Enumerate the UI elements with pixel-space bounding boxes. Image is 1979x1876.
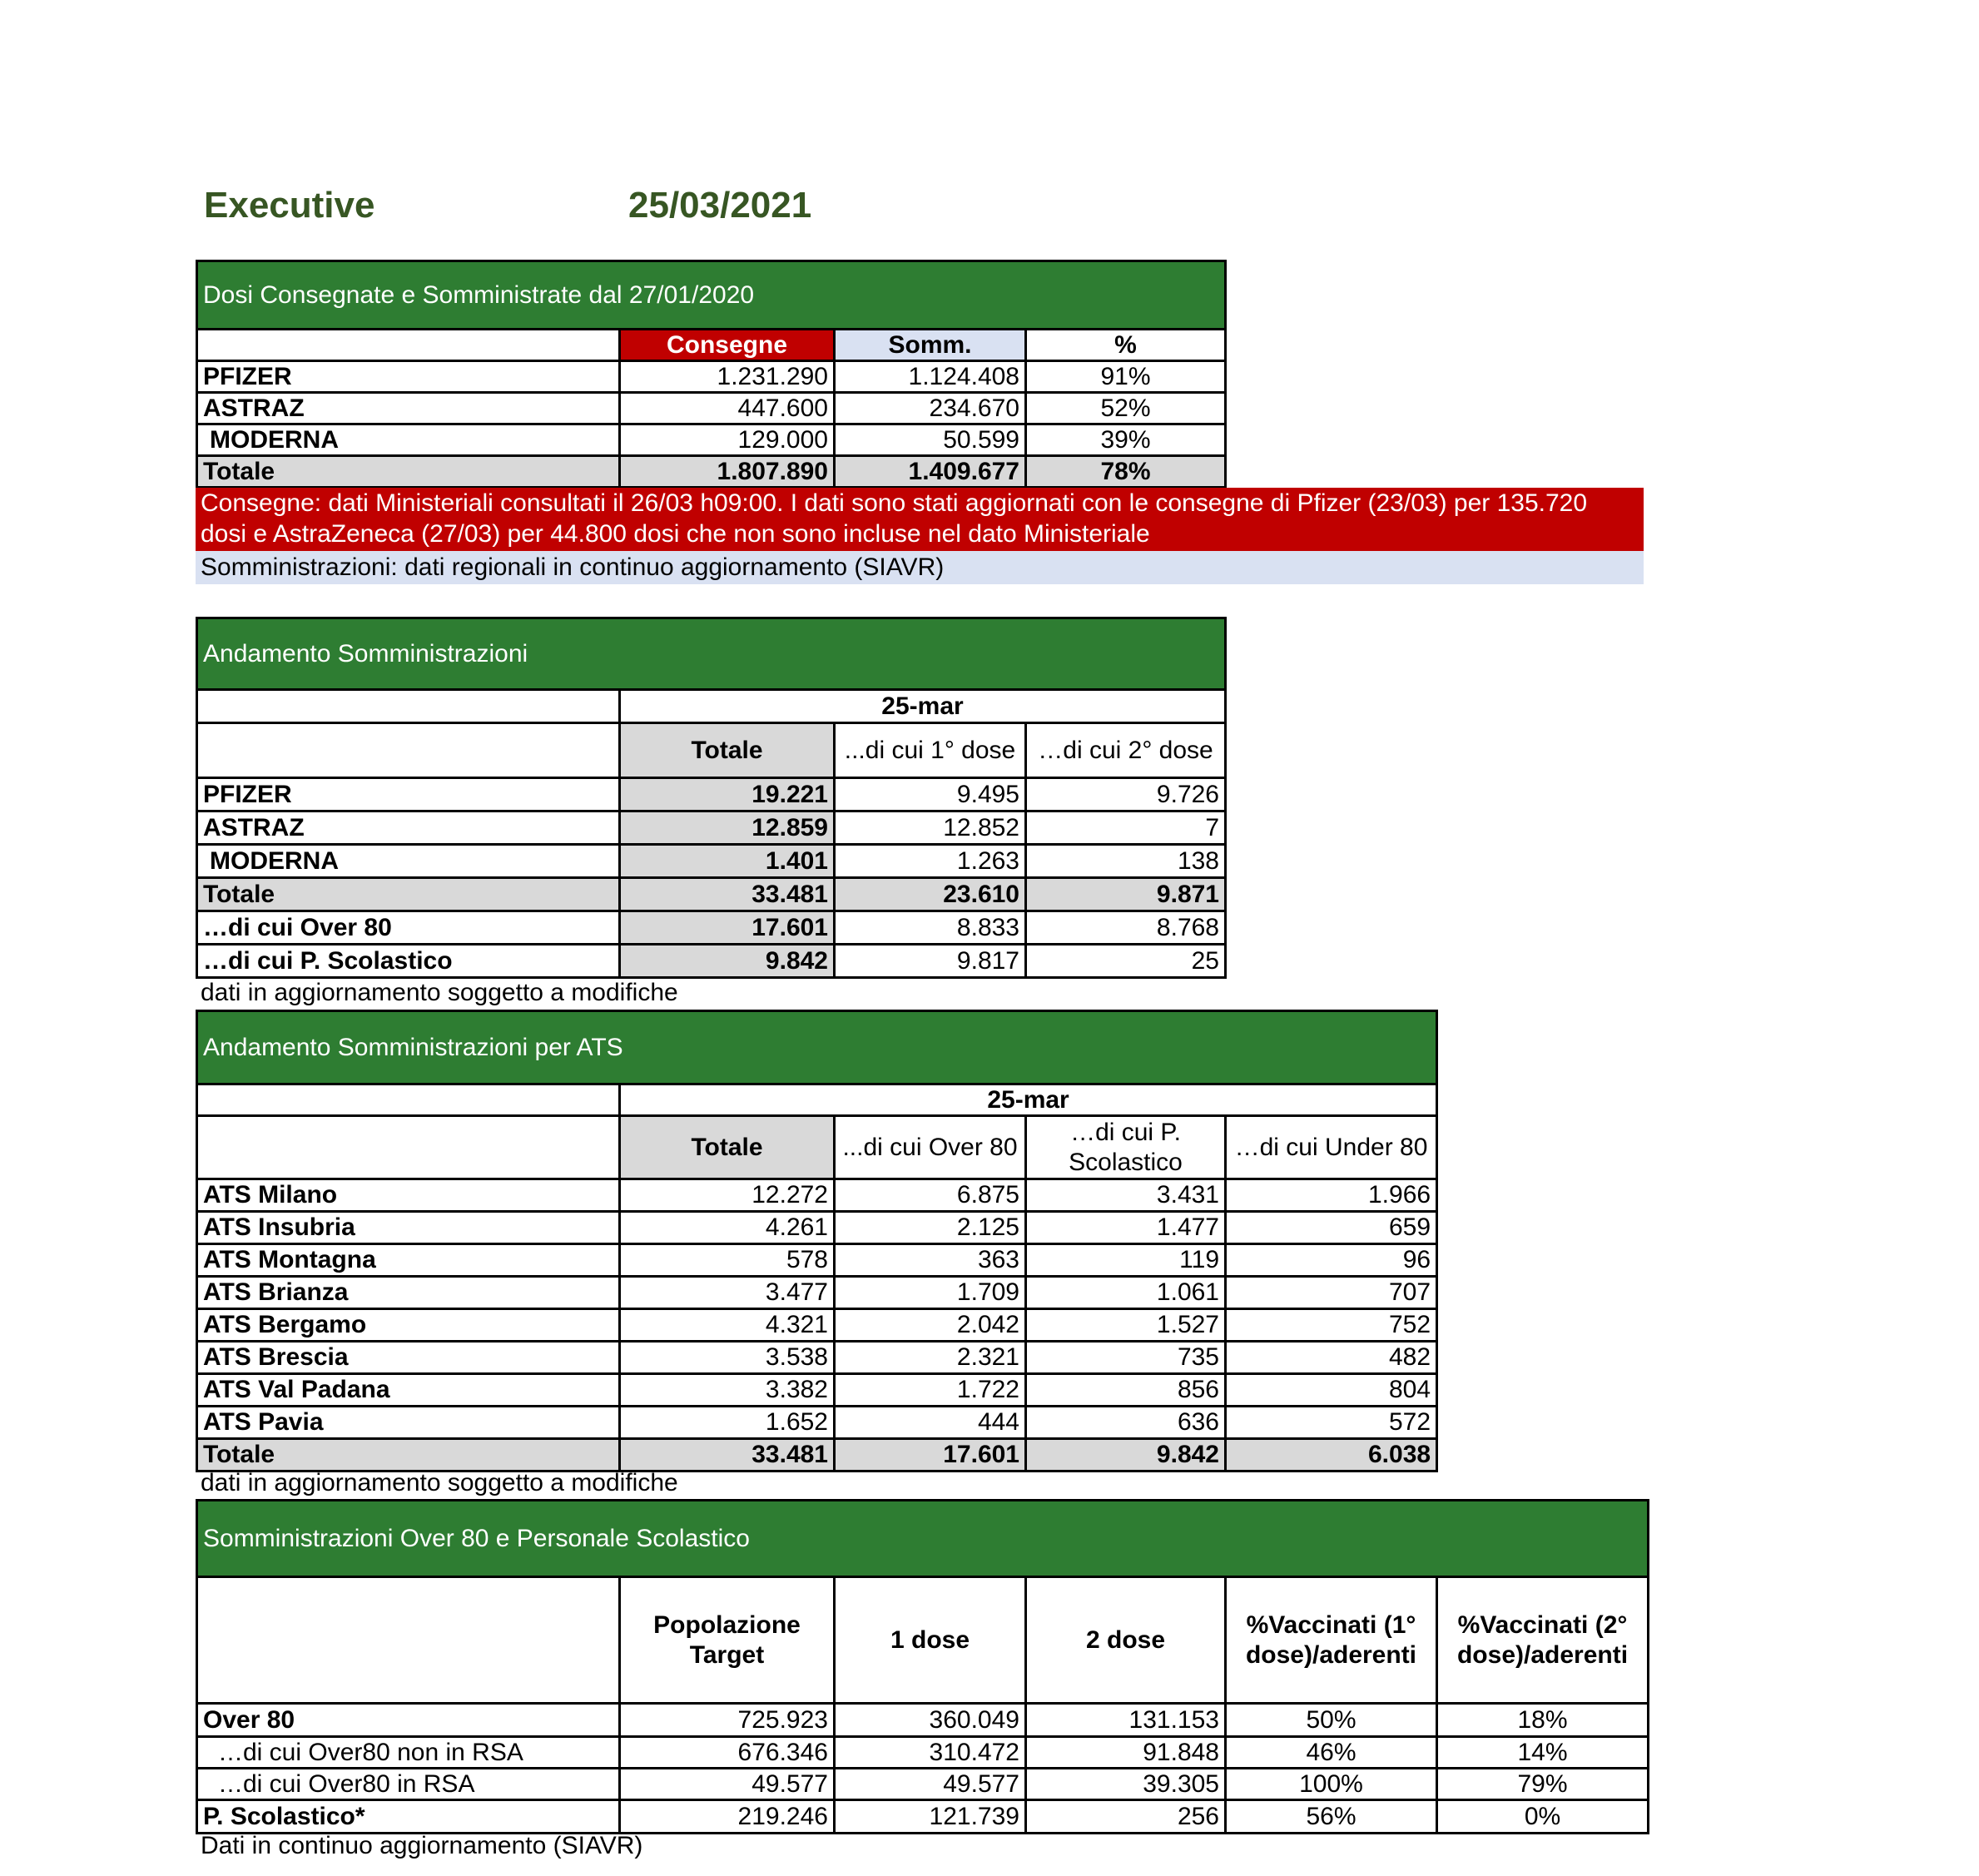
col-somm: Somm. [835, 330, 1026, 361]
table-row: ATS Brescia 3.538 2.321 735 482 [197, 1342, 1437, 1374]
table-row: …di cui P. Scolastico 9.842 9.817 25 [197, 945, 1226, 978]
ats-table [196, 1010, 1438, 1472]
date-header: 25-mar [620, 1084, 1437, 1116]
table-row: Over 80 725.923 360.049 131.153 50% 18% [197, 1704, 1649, 1737]
col-pct1: %Vaccinati (1° dose)/aderenti [1226, 1577, 1437, 1704]
table-row: ATS Brianza 3.477 1.709 1.061 707 [197, 1277, 1437, 1309]
col-consegne: Consegne [620, 330, 835, 361]
col-pct: % [1026, 330, 1226, 361]
col-totale: Totale [620, 723, 835, 778]
table-row: PFIZER 1.231.290 1.124.408 91% [197, 361, 1226, 393]
table-row: ASTRAZ 12.859 12.852 7 [197, 811, 1226, 845]
table-row: ATS Pavia 1.652 444 636 572 [197, 1407, 1437, 1439]
over80-footnote: Dati in continuo aggiornamento (SIAVR) [201, 1832, 643, 1859]
table-row: ATS Milano 12.272 6.875 3.431 1.966 [197, 1179, 1437, 1212]
table-row: ATS Val Padana 3.382 1.722 856 804 [197, 1374, 1437, 1407]
corner-cell [197, 330, 620, 361]
table-row: …di cui Over80 in RSA 49.577 49.577 39.305 100% 79% [197, 1769, 1649, 1800]
col-dose1: 1 dose [835, 1577, 1026, 1704]
col-popolazione: Popolazione Target [620, 1577, 835, 1704]
col-scolastico: …di cui P. Scolastico [1026, 1116, 1226, 1179]
total-row: Totale 33.481 23.610 9.871 [197, 878, 1226, 911]
deliveries-note: Consegne: dati Ministeriali consultati il 26/03 h09:00. I dati sono stati aggiornati con le consegne di Pfizer (23/03) per 135.720 dosi e AstraZeneca (27/03) per 44.800 dosi che non sono incluse nel dato Ministeriale [196, 488, 1644, 551]
table-row: PFIZER 19.221 9.495 9.726 [197, 778, 1226, 811]
col-under80: …di cui Under 80 [1226, 1116, 1437, 1179]
table-row: MODERNA 1.401 1.263 138 [197, 845, 1226, 878]
col-over80: ...di cui Over 80 [835, 1116, 1026, 1179]
table-row: ASTRAZ 447.600 234.670 52% [197, 393, 1226, 424]
ats-footnote: dati in aggiornamento soggetto a modifiche [201, 1469, 678, 1496]
table-row: ATS Bergamo 4.321 2.042 1.527 752 [197, 1309, 1437, 1342]
total-row: Totale 1.807.890 1.409.677 78% [197, 456, 1226, 488]
over80-table [196, 1499, 1649, 1834]
col-dose2: …di cui 2° dose [1026, 723, 1226, 778]
administrations-footnote: dati in aggiornamento soggetto a modifiche [201, 979, 678, 1006]
table-row: ATS Montagna 578 363 119 96 [197, 1244, 1437, 1277]
page-date: 25/03/2021 [628, 185, 812, 226]
deliveries-title: Dosi Consegnate e Somministrate dal 27/01/2020 [197, 261, 1226, 330]
administrations-title: Andamento Somministrazioni [197, 618, 1226, 690]
col-totale: Totale [620, 1116, 835, 1179]
table-row: …di cui Over 80 17.601 8.833 8.768 [197, 911, 1226, 945]
table-row: MODERNA 129.000 50.599 39% [197, 424, 1226, 456]
table-row: …di cui Over80 non in RSA 676.346 310.472 91.848 46% 14% [197, 1737, 1649, 1769]
col-pct2: %Vaccinati (2° dose)/aderenti [1437, 1577, 1649, 1704]
over80-title: Somministrazioni Over 80 e Personale Scolastico [197, 1501, 1649, 1577]
col-dose1: ...di cui 1° dose [835, 723, 1026, 778]
date-header: 25-mar [620, 690, 1226, 723]
ats-title: Andamento Somministrazioni per ATS [197, 1011, 1437, 1084]
table-row: P. Scolastico* 219.246 121.739 256 56% 0% [197, 1800, 1649, 1834]
page-label: Executive [204, 185, 375, 226]
total-row: Totale 33.481 17.601 9.842 6.038 [197, 1439, 1437, 1472]
deliveries-table [196, 260, 1227, 489]
administrations-table [196, 617, 1227, 979]
table-row: ATS Insubria 4.261 2.125 1.477 659 [197, 1212, 1437, 1244]
col-dose2: 2 dose [1026, 1577, 1226, 1704]
administrations-note: Somministrazioni: dati regionali in continuo aggiornamento (SIAVR) [196, 551, 1644, 584]
